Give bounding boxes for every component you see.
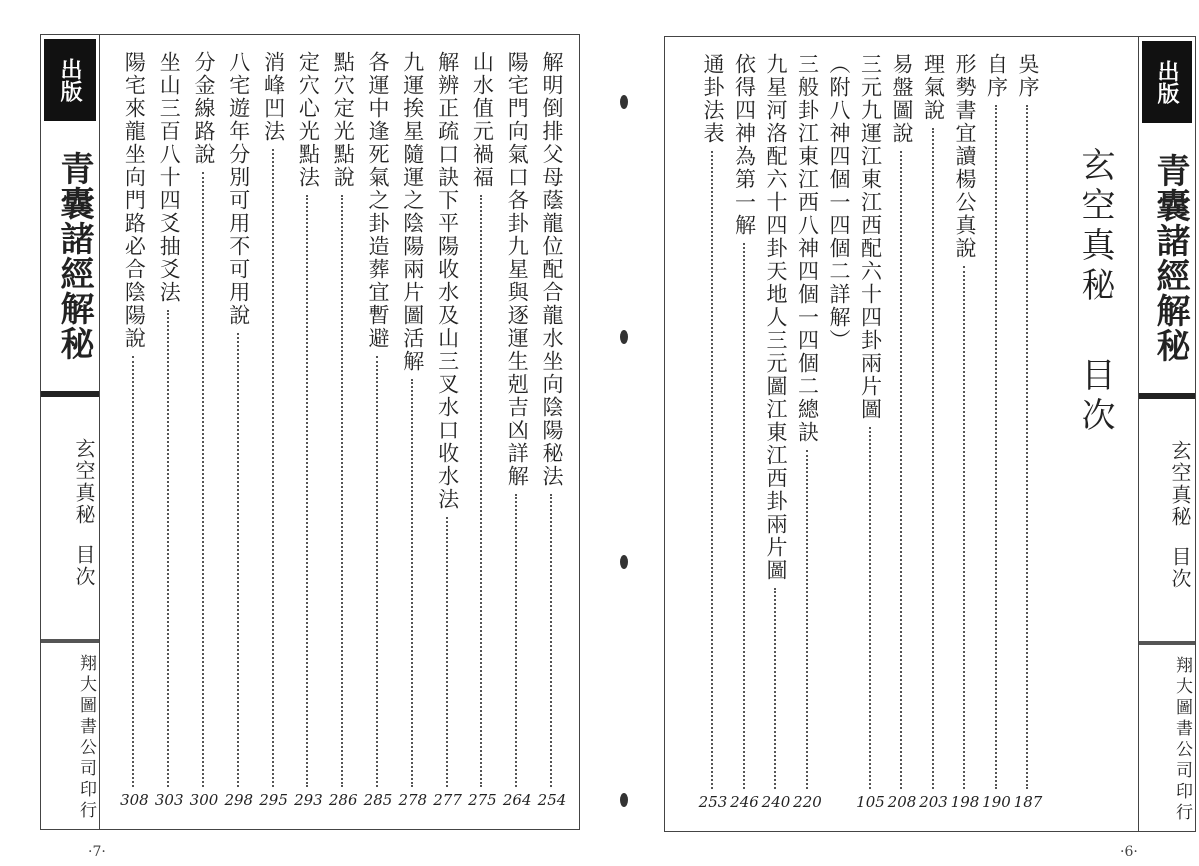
- leader-dots: [743, 243, 747, 789]
- toc-entry-title: 山水值元禍福: [470, 51, 495, 189]
- toc-entry-title: 九星河洛配六十四卦天地人三元圖江東江西卦兩片圖: [764, 53, 788, 582]
- toc-entry-title: 解辨正疏口訣下平陽收水及山三叉水口收水法: [435, 51, 460, 511]
- chapter-section: 目次: [1075, 357, 1115, 437]
- band-divider: [1139, 393, 1195, 399]
- toc-page-number: 300: [189, 791, 219, 809]
- toc-entry: [189, 51, 219, 811]
- toc-list: [105, 51, 575, 811]
- toc-entry-title: 易盤圖說: [890, 53, 914, 145]
- toc-entry: [433, 51, 463, 811]
- toc-entry-title: 九運挨星隨運之陰陽兩片圖活解: [400, 51, 425, 373]
- leader-dots: [869, 427, 873, 789]
- binding-hole: [620, 330, 628, 344]
- toc-entry: [856, 53, 886, 813]
- leader-dots: [480, 195, 484, 787]
- band-divider: [41, 639, 99, 643]
- toc-entry-title: 八宅遊年分別可用不可用說: [226, 51, 251, 327]
- toc-page-number: 253: [698, 793, 728, 811]
- toc-page-number: 277: [433, 791, 462, 809]
- toc-page-number: 254: [537, 791, 567, 809]
- band-divider: [41, 391, 99, 397]
- series-title: 青囊諸經解秘: [54, 151, 94, 361]
- binding-hole: [620, 793, 628, 807]
- section-label: 目次: [1168, 546, 1192, 590]
- toc-entry: [1013, 53, 1043, 813]
- book-title: 玄空真秘: [1168, 440, 1192, 528]
- publisher-logo: 出版: [44, 39, 96, 121]
- toc-entry-title: 陽宅來龍坐向門路必合陰陽說: [122, 51, 147, 350]
- leader-dots: [995, 105, 999, 789]
- toc-entry-title: （附八神四個一四個二詳解）: [827, 53, 851, 352]
- toc-entry: [537, 51, 567, 811]
- toc-entry-title: 點穴定光點說: [331, 51, 356, 189]
- toc-entry-title: 形勢書宜讀楊公真說: [953, 53, 977, 260]
- toc-entry: [793, 53, 823, 813]
- toc-entry-title: 定穴心光點法: [296, 51, 321, 189]
- toc-page-number: 286: [328, 791, 358, 809]
- book-title: 玄空真秘: [72, 438, 96, 526]
- toc-entry: [154, 51, 184, 811]
- toc-page-number: 308: [120, 791, 149, 809]
- toc-entry: [698, 53, 728, 813]
- right-page-frame: [664, 36, 1196, 832]
- left-page-frame: [40, 34, 580, 830]
- chapter-title: 玄空真秘: [1075, 147, 1115, 307]
- toc-entry: [328, 51, 358, 811]
- toc-entry-title: 依得四神為第一解: [732, 53, 757, 237]
- toc-entry-title: 分金線路說: [192, 51, 216, 166]
- publisher-name: 翔大圖書公司印行: [1172, 656, 1192, 824]
- toc-page-number: 198: [950, 793, 980, 811]
- leader-dots: [806, 450, 810, 789]
- leader-dots: [376, 356, 380, 787]
- toc-entry: [119, 51, 149, 811]
- binding-hole: [620, 95, 628, 109]
- toc-entry: [824, 53, 854, 813]
- leader-dots: [963, 266, 967, 789]
- leader-dots: [237, 333, 241, 787]
- toc-entry-title: 解明倒排父母蔭龍位配合龍水坐向陰陽秘法: [540, 51, 564, 488]
- toc-entry: [467, 51, 497, 811]
- leader-dots: [900, 151, 904, 789]
- leader-dots: [1026, 105, 1030, 789]
- leader-dots: [341, 195, 345, 787]
- leader-dots: [411, 379, 415, 787]
- leader-dots: [550, 494, 554, 787]
- publisher-logo: 出版: [1142, 41, 1192, 123]
- toc-entry: [730, 53, 760, 813]
- toc-page-number: 278: [398, 791, 428, 809]
- right-side-band: [1138, 37, 1195, 831]
- toc-page-number: 220: [793, 793, 822, 811]
- toc-page-number: 187: [1013, 793, 1043, 811]
- toc-entry-title: 各運中逢死氣之卦造葬宜暫避: [366, 51, 390, 350]
- toc-entry-title: 三般卦江東江西八神四個一四個二總訣: [795, 53, 820, 444]
- toc-entry-title: 消峰凹法: [261, 51, 286, 143]
- toc-page-number: 105: [856, 793, 885, 811]
- toc-entry-title: 吳序: [1016, 53, 1040, 99]
- toc-entry-title: 三元九運江東江西配六十四卦兩片圖: [858, 53, 883, 421]
- toc-entry-title: 理氣說: [921, 53, 946, 122]
- leader-dots: [202, 172, 206, 787]
- toc-entry-title: 通卦法表: [701, 53, 725, 145]
- toc-page-number: 203: [919, 793, 948, 811]
- toc-entry: [398, 51, 428, 811]
- band-divider: [1139, 641, 1195, 645]
- leader-dots: [132, 356, 136, 787]
- leader-dots: [932, 128, 936, 789]
- leader-dots: [446, 517, 450, 787]
- right-page: [600, 0, 1199, 866]
- toc-page-number: 303: [154, 791, 184, 809]
- toc-entry-title: 陽宅門向氣口各卦九星與逐運生剋吉凶詳解: [505, 51, 530, 488]
- toc-page-number: 295: [259, 791, 288, 809]
- toc-page-number: 298: [224, 791, 254, 809]
- toc-entry: [259, 51, 289, 811]
- toc-entry: [982, 53, 1012, 813]
- leader-dots: [272, 149, 276, 787]
- left-side-band: [41, 35, 100, 829]
- section-label: 目次: [72, 544, 96, 588]
- leader-dots: [167, 310, 171, 787]
- toc-entry-title: 自序: [984, 53, 1009, 99]
- page-number: ·6·: [1120, 844, 1138, 860]
- toc-entry: [363, 51, 393, 811]
- toc-page-number: 293: [294, 791, 323, 809]
- toc-entry: [950, 53, 980, 813]
- toc-entry-title: 坐山三百八十四爻抽爻法: [157, 51, 182, 304]
- leader-dots: [711, 151, 715, 789]
- publisher-name: 翔大圖書公司印行: [76, 654, 96, 822]
- page-number: ·7·: [88, 844, 106, 860]
- toc-entry: [761, 53, 791, 813]
- band-book-section: [41, 403, 99, 623]
- toc-entry: [502, 51, 532, 811]
- leader-dots: [515, 494, 519, 787]
- toc-page-number: 275: [468, 791, 497, 809]
- toc-entry: [293, 51, 323, 811]
- band-book-section: [1139, 405, 1195, 625]
- toc-page-number: 208: [887, 793, 917, 811]
- binding-hole: [620, 555, 628, 569]
- leader-dots: [774, 588, 778, 789]
- leader-dots: [306, 195, 310, 787]
- toc-entry: [887, 53, 917, 813]
- chapter-heading: [1050, 147, 1120, 467]
- toc-page-number: 246: [730, 793, 759, 811]
- toc-page-number: 285: [363, 791, 393, 809]
- toc-page-number: 190: [982, 793, 1011, 811]
- toc-entry: [919, 53, 949, 813]
- series-title: 青囊諸經解秘: [1150, 153, 1190, 363]
- toc-page-number: 240: [761, 793, 791, 811]
- toc-page-number: 264: [502, 791, 532, 809]
- toc-entry: [224, 51, 254, 811]
